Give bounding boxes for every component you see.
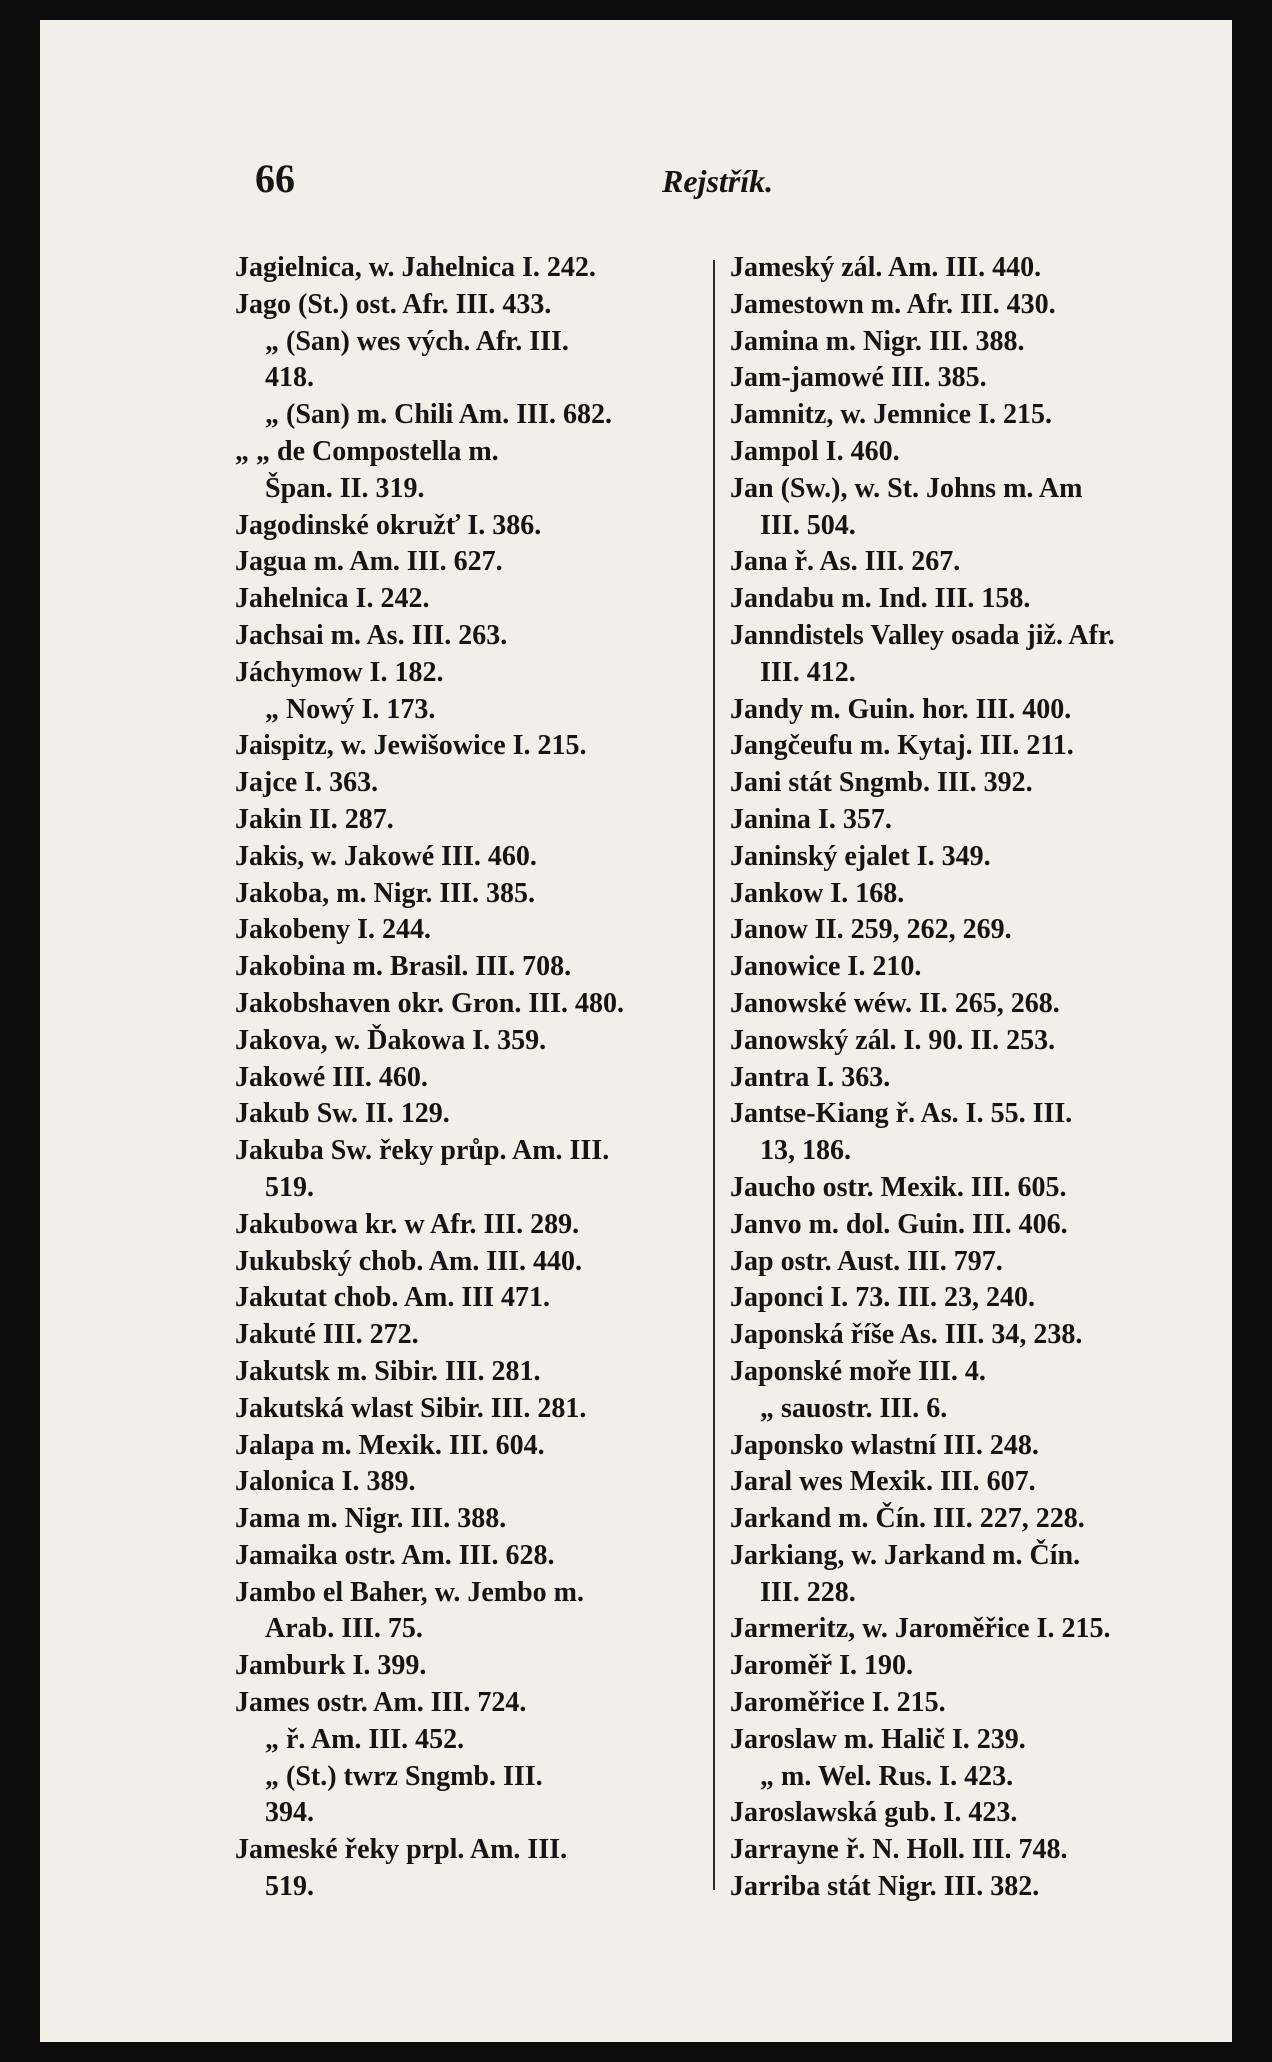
index-entry: „ (San) wes vých. Afr. III. bbox=[265, 325, 569, 357]
index-entry: Jakuté III. 272. bbox=[235, 1319, 419, 1351]
index-entry: Jakubowa kr. w Afr. III. 289. bbox=[235, 1208, 580, 1240]
index-entry: Jalapa m. Mexik. III. 604. bbox=[235, 1429, 545, 1461]
index-entry: Jagodinské okružť I. 386. bbox=[235, 509, 542, 541]
index-entry: Jáchymow I. 182. bbox=[235, 656, 444, 688]
index-entry: „ sauostr. III. 6. bbox=[760, 1392, 948, 1424]
index-entry: Jarrayne ř. N. Holl. III. 748. bbox=[730, 1834, 1068, 1866]
index-entry: Janndistels Valley osada již. Afr. bbox=[730, 619, 1115, 651]
index-entry: Jakobina m. Brasil. III. 708. bbox=[235, 951, 572, 983]
index-entry: Janowice I. 210. bbox=[730, 951, 922, 983]
index-entry: Arab. III. 75. bbox=[265, 1613, 423, 1645]
index-entry: III. 228. bbox=[760, 1576, 856, 1608]
index-entry: III. 504. bbox=[760, 509, 856, 541]
index-entry: Jaral wes Mexik. III. 607. bbox=[730, 1466, 1036, 1498]
running-title: Rejstřík. bbox=[662, 163, 774, 199]
index-entry: Jagielnica, w. Jahelnica I. 242. bbox=[235, 252, 596, 283]
index-entry: „ Nowý I. 173. bbox=[265, 693, 436, 725]
index-entry: Jagua m. Am. III. 627. bbox=[235, 546, 503, 578]
index-entry: III. 412. bbox=[760, 656, 856, 688]
index-entry: Jambo el Baher, w. Jembo m. bbox=[235, 1576, 584, 1608]
index-entry: Jakuba Sw. řeky průp. Am. III. bbox=[235, 1135, 610, 1167]
index-entry: Jalonica I. 389. bbox=[235, 1466, 416, 1498]
index-entry: Jarmeritz, w. Jaroměřice I. 215. bbox=[730, 1613, 1111, 1645]
index-entry: Jaroměř I. 190. bbox=[730, 1650, 913, 1682]
index-entry: Jameské řeky prpl. Am. III. bbox=[235, 1834, 568, 1866]
index-entry: Jakin II. 287. bbox=[235, 803, 394, 835]
index-entry: Jamina m. Nigr. III. 388. bbox=[730, 325, 1025, 357]
index-entry: Jukubský chob. Am. III. 440. bbox=[235, 1245, 583, 1277]
index-entry: Jakutská wlast Sibir. III. 281. bbox=[235, 1392, 587, 1424]
index-entry: 519. bbox=[265, 1171, 314, 1203]
index-entry: Janina I. 357. bbox=[730, 803, 892, 835]
index-entry: Jakobshaven okr. Gron. III. 480. bbox=[235, 987, 625, 1019]
index-entry: Jantse-Kiang ř. As. I. 55. III. bbox=[730, 1098, 1073, 1130]
index-entry: Jajce I. 363. bbox=[235, 767, 379, 799]
index-entry: Japonské moře III. 4. bbox=[730, 1355, 986, 1387]
index-entry: Jaroslawská gub. I. 423. bbox=[730, 1797, 1018, 1829]
index-entry: „ (St.) twrz Sngmb. III. bbox=[265, 1760, 543, 1792]
index-entry: Janowský zál. I. 90. II. 253. bbox=[730, 1024, 1056, 1056]
index-entry: 519. bbox=[265, 1871, 314, 1903]
index-entry: Jamestown m. Afr. III. 430. bbox=[730, 288, 1056, 320]
index-entry: Japonská říše As. III. 34, 238. bbox=[730, 1319, 1083, 1351]
index-entry: Jakoba, m. Nigr. III. 385. bbox=[235, 877, 536, 909]
index-entry: Jakova, w. Ďakowa I. 359. bbox=[235, 1024, 547, 1056]
index-entry: Jago (St.) ost. Afr. III. 433. bbox=[235, 288, 552, 320]
index-entry: 394. bbox=[265, 1797, 314, 1829]
index-entry: Janow II. 259, 262, 269. bbox=[730, 914, 1012, 946]
index-entry: Japonsko wlastní III. 248. bbox=[730, 1429, 1039, 1461]
index-entry: Jakub Sw. II. 129. bbox=[235, 1098, 450, 1130]
index-entry: Jarriba stát Nigr. III. 382. bbox=[730, 1871, 1040, 1903]
index-entry: Jantra I. 363. bbox=[730, 1061, 891, 1093]
index-entry: Jama m. Nigr. III. 388. bbox=[235, 1503, 507, 1535]
index-entry: Jakowé III. 460. bbox=[235, 1061, 428, 1093]
index-entry: Jan (Sw.), w. St. Johns m. Am bbox=[730, 472, 1083, 504]
index-entry: Jakobeny I. 244. bbox=[235, 914, 432, 946]
index-entry: „ (San) m. Chili Am. III. 682. bbox=[265, 399, 612, 431]
index-entry: Jakutat chob. Am. III 471. bbox=[235, 1282, 551, 1314]
index-entry: Jakutsk m. Sibir. III. 281. bbox=[235, 1355, 541, 1387]
page-header bbox=[40, 155, 1232, 215]
index-entry: Jameský zál. Am. III. 440. bbox=[730, 252, 1042, 283]
index-entry: Jandy m. Guin. hor. III. 400. bbox=[730, 693, 1072, 725]
index-entry: Jandabu m. Ind. III. 158. bbox=[730, 583, 1031, 615]
index-entry: Jakis, w. Jakowé III. 460. bbox=[235, 840, 537, 872]
index-entry: Jamaika ostr. Am. III. 628. bbox=[235, 1539, 555, 1571]
index-entry: James ostr. Am. III. 724. bbox=[235, 1687, 527, 1719]
column-divider bbox=[713, 260, 715, 1890]
index-entry: Jankow I. 168. bbox=[730, 877, 905, 909]
page-number: 66 bbox=[255, 156, 295, 201]
index-entry: Jangčeufu m. Kytaj. III. 211. bbox=[730, 730, 1074, 762]
index-entry: Japonci I. 73. III. 23, 240. bbox=[730, 1282, 1035, 1314]
index-column-left bbox=[235, 250, 715, 1906]
index-entry: Jap ostr. Aust. III. 797. bbox=[730, 1245, 1003, 1277]
index-entry: 418. bbox=[265, 362, 314, 394]
index-entry: Jaroměřice I. 215. bbox=[730, 1687, 946, 1719]
book-page bbox=[40, 20, 1232, 2042]
index-entry: Jampol I. 460. bbox=[730, 435, 900, 467]
index-entry: Jamburk I. 399. bbox=[235, 1650, 427, 1682]
index-entry: Jana ř. As. III. 267. bbox=[730, 546, 961, 578]
index-entry: Jarkiang, w. Jarkand m. Čín. bbox=[730, 1539, 1081, 1571]
index-column-right bbox=[730, 250, 1210, 1906]
index-entry: 13, 186. bbox=[760, 1135, 851, 1167]
index-entry: Jarkand m. Čín. III. 227, 228. bbox=[730, 1503, 1085, 1535]
index-entry: Jamnitz, w. Jemnice I. 215. bbox=[730, 399, 1052, 431]
index-entry: „ ř. Am. III. 452. bbox=[265, 1723, 465, 1755]
index-entry: Špan. II. 319. bbox=[265, 472, 425, 504]
index-entry: Janowské wéw. II. 265, 268. bbox=[730, 987, 1060, 1019]
index-entry: Jachsai m. As. III. 263. bbox=[235, 619, 508, 651]
index-entry: „ „ de Compostella m. bbox=[235, 435, 499, 467]
index-entry: „ m. Wel. Rus. I. 423. bbox=[760, 1760, 1014, 1792]
index-entry: Jam-jamowé III. 385. bbox=[730, 362, 987, 394]
index-entry: Janinský ejalet I. 349. bbox=[730, 840, 991, 872]
index-entry: Jaroslaw m. Halič I. 239. bbox=[730, 1723, 1026, 1755]
index-entry: Jahelnica I. 242. bbox=[235, 583, 430, 615]
index-entry: Jaispitz, w. Jewišowice I. 215. bbox=[235, 730, 587, 762]
index-entry: Jaucho ostr. Mexik. III. 605. bbox=[730, 1171, 1067, 1203]
index-entry: Janvo m. dol. Guin. III. 406. bbox=[730, 1208, 1068, 1240]
index-entry: Jani stát Sngmb. III. 392. bbox=[730, 767, 1033, 799]
